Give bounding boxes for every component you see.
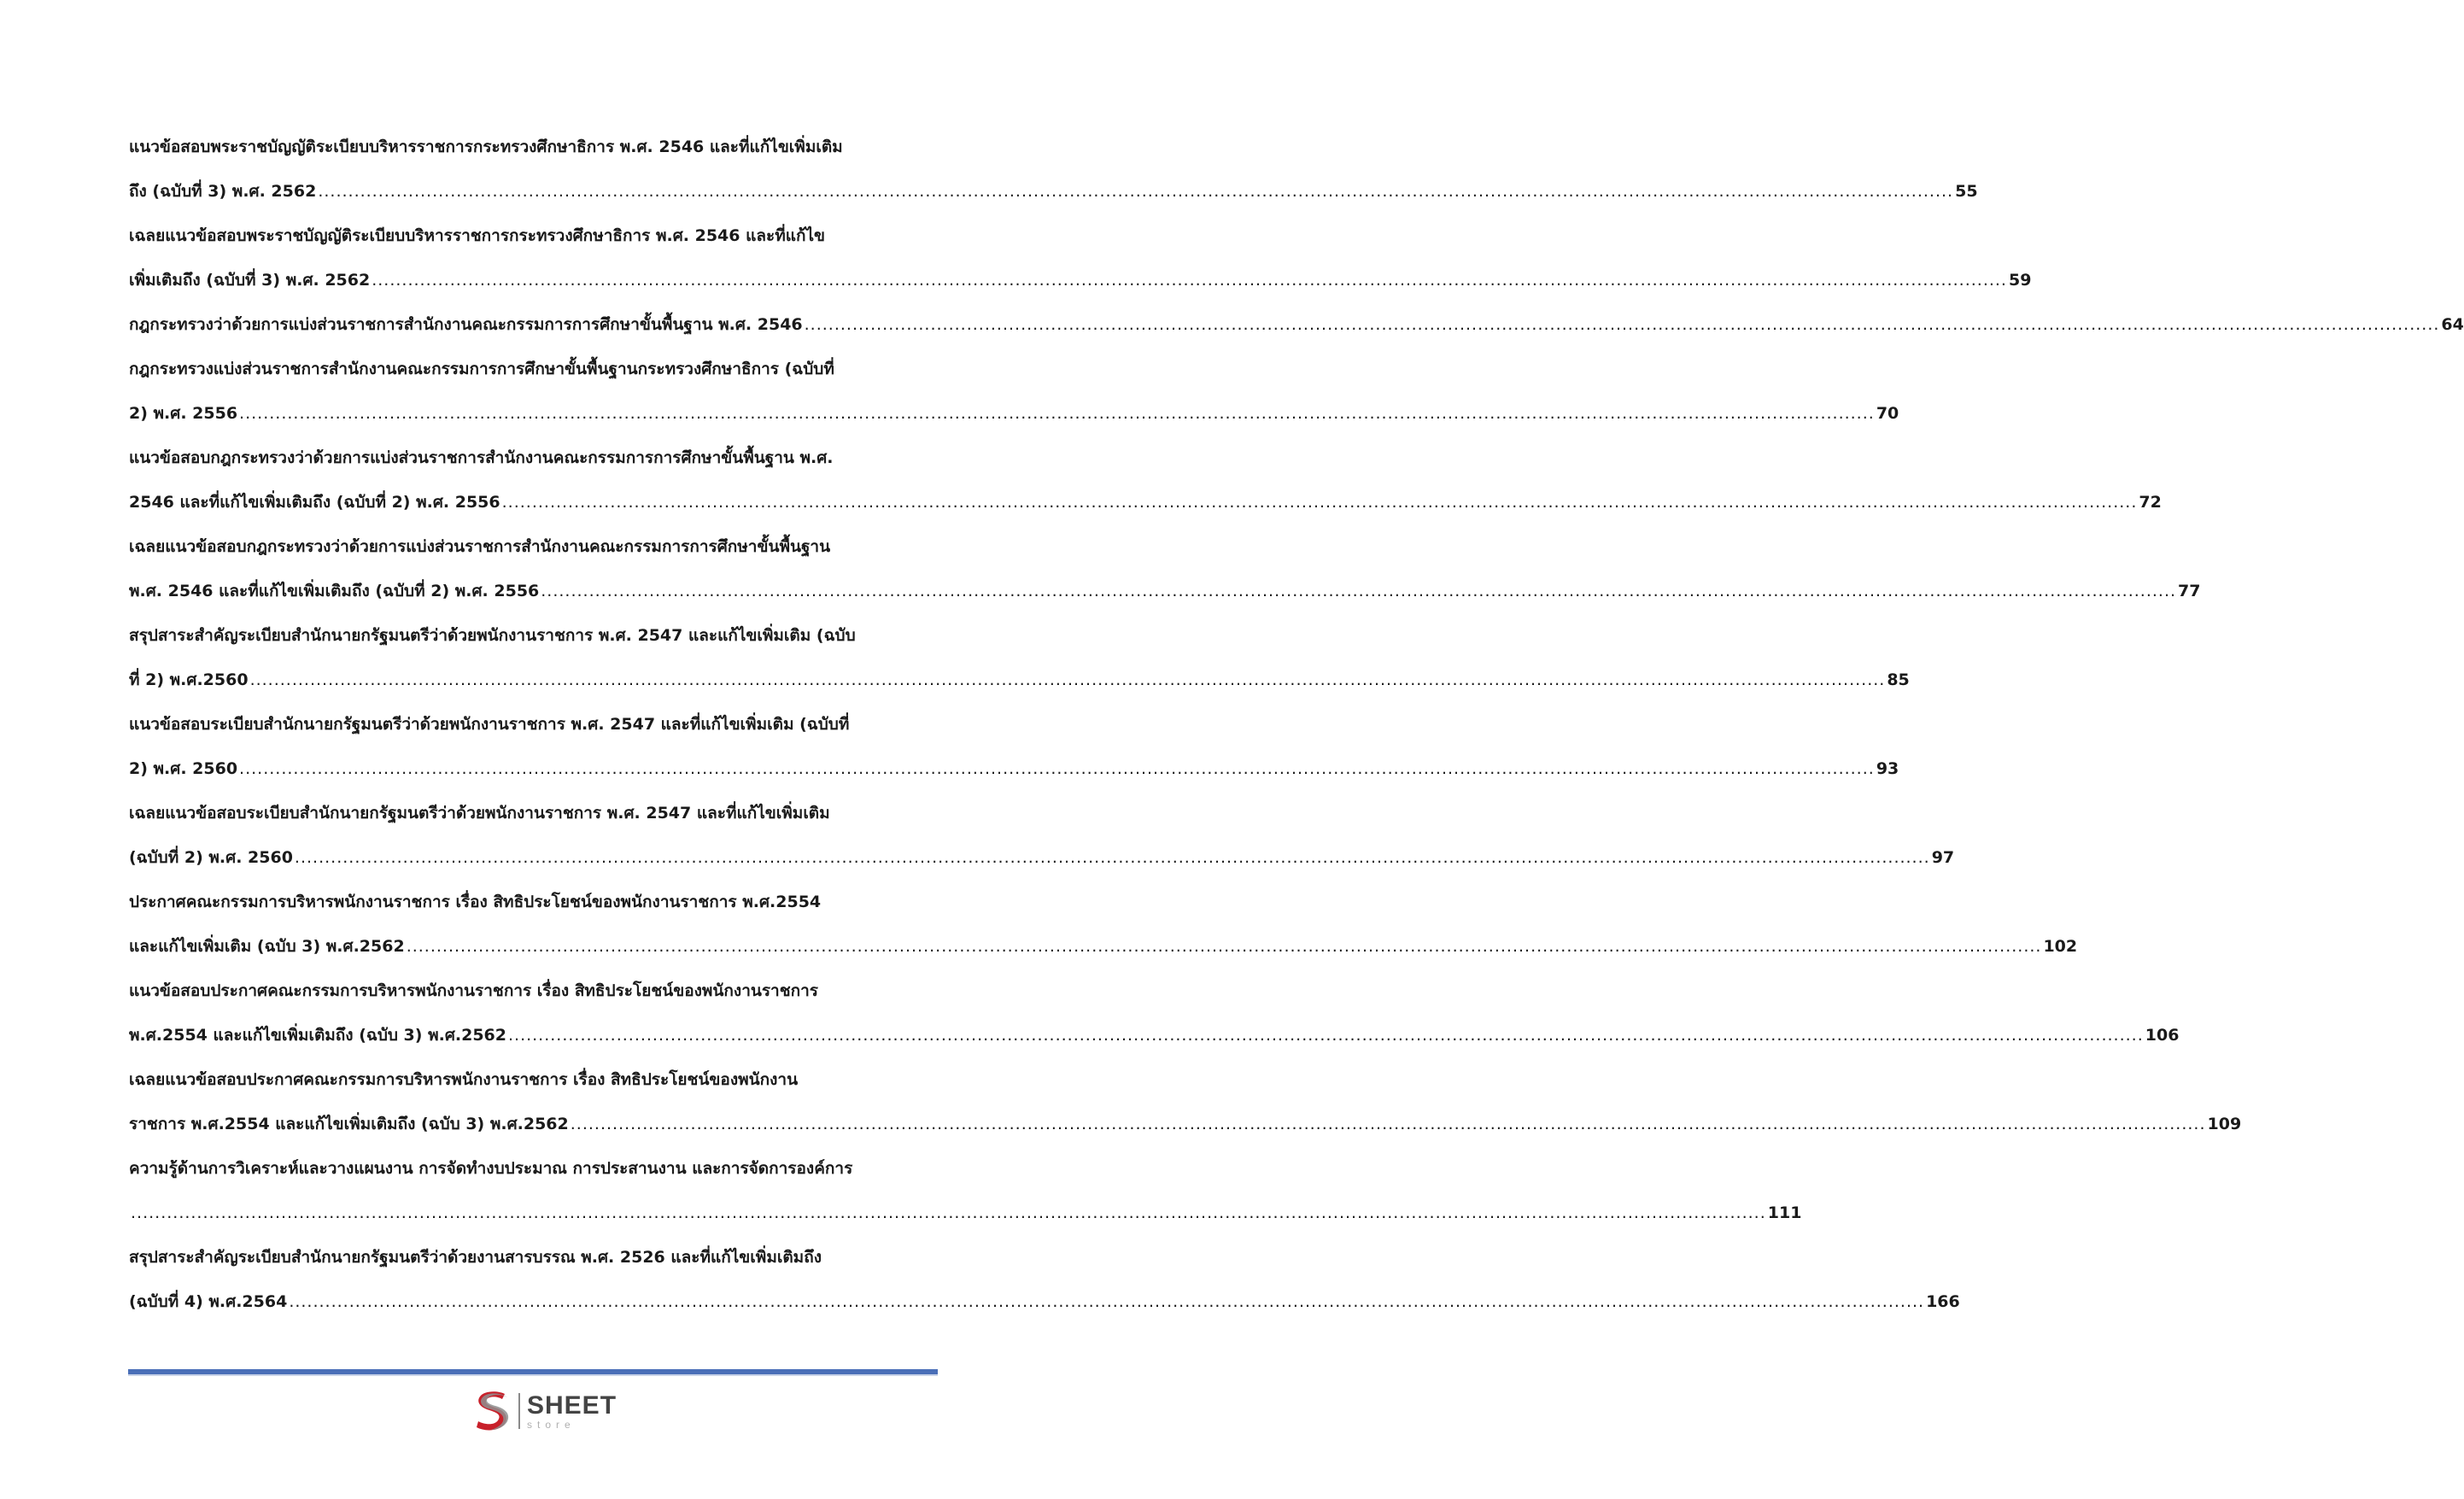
toc-entry-title-continued: และแก้ไขเพิ่มเติม (ฉบับ 3) พ.ศ.2562 [129, 937, 405, 956]
toc-page-number: 55 [1955, 182, 1978, 201]
toc-entry[interactable] [129, 969, 2180, 1057]
toc-entry-title-line: กฎกระทรวงแบ่งส่วนราชการสำนักงานคณะกรรมการการศึกษาขั้นพื้นฐานกระทรวงศึกษาธิการ (ฉบับที่ [129, 360, 834, 378]
sheet-store-logo [472, 1387, 617, 1435]
dot-leader [250, 658, 1886, 702]
toc-entry-title-line: สรุปสาระสำคัญระเบียบสำนักนายกรัฐมนตรีว่าด้วยงานสารบรรณ พ.ศ. 2526 และที่แก้ไขเพิ่มเติมถึง [129, 1248, 822, 1267]
toc-page-number: 70 [1876, 404, 1899, 423]
toc-page-number: 102 [2043, 937, 2078, 956]
logo-brand-sub: store [527, 1418, 576, 1431]
toc-entry-leader-line [129, 169, 1978, 214]
toc-entry-title-line: เฉลยแนวข้อสอบระเบียบสำนักนายกรัฐมนตรีว่าด้วยพนักงานราชการ พ.ศ. 2547 และที่แก้ไขเพิ่มเติม [129, 804, 830, 823]
toc-entry-title-continued: เพิ่มเติมถึง (ฉบับที่ 3) พ.ศ. 2562 [129, 271, 371, 290]
dot-leader [289, 1279, 1924, 1324]
toc-entry-title-line: แนวข้อสอบประกาศคณะกรรมการบริหารพนักงานราชการ เรื่อง สิทธิประโยชน์ของพนักงานราชการ [129, 981, 818, 1000]
toc-entry-leader-line [129, 391, 1899, 436]
toc-entry[interactable] [129, 436, 2162, 524]
toc-page-number: 166 [1926, 1292, 1960, 1311]
dot-leader [508, 1013, 2144, 1057]
toc-entry-title-continued: ถึง (ฉบับที่ 3) พ.ศ. 2562 [129, 182, 317, 201]
table-of-contents [129, 125, 2464, 1324]
toc-entry-leader-line [129, 1102, 2242, 1146]
toc-entry-title-continued: (ฉบับที่ 2) พ.ศ. 2560 [129, 848, 293, 867]
toc-entry-title-continued: พ.ศ.2554 และแก้ไขเพิ่มเติมถึง (ฉบับ 3) พ.ศ.2562 [129, 1026, 506, 1045]
toc-entry-title-line: แนวข้อสอบพระราชบัญญัติระเบียบบริหารราชการกระทรวงศึกษาธิการ พ.ศ. 2546 และที่แก้ไขเพิ่มเติม [129, 138, 843, 156]
toc-entry[interactable] [129, 214, 2032, 302]
dot-leader [407, 924, 2042, 969]
toc-entry-leader-line [129, 1279, 1960, 1324]
toc-entry-leader-line [129, 658, 1910, 702]
toc-entry[interactable] [129, 524, 2201, 613]
toc-page-number: 77 [2178, 582, 2201, 600]
toc-page-number: 97 [1931, 848, 1955, 867]
toc-entry-leader-line [129, 258, 2032, 302]
dot-leader [805, 302, 2440, 347]
toc-entry-leader-line [129, 747, 1899, 791]
toc-entry-title-line: เฉลยแนวข้อสอบประกาศคณะกรรมการบริหารพนักงานราชการ เรื่อง สิทธิประโยชน์ของพนักงาน [129, 1070, 799, 1089]
toc-page-number: 59 [2008, 271, 2032, 290]
toc-entry[interactable] [129, 880, 2078, 969]
toc-entry-title-continued: พ.ศ. 2546 และที่แก้ไขเพิ่มเติมถึง (ฉบับที่ 2) พ.ศ. 2556 [129, 582, 540, 600]
toc-entry-title-line: เฉลยแนวข้อสอบพระราชบัญญัติระเบียบบริหารราชการกระทรวงศึกษาธิการ พ.ศ. 2546 และที่แก้ไข [129, 226, 826, 245]
toc-entry-title-continued: 2) พ.ศ. 2560 [129, 759, 238, 778]
sheet-store-s-logo-icon [472, 1389, 513, 1433]
toc-entry-leader-line [129, 835, 1955, 880]
toc-page-number: 72 [2139, 493, 2162, 512]
toc-entry-title-line: แนวข้อสอบระเบียบสำนักนายกรัฐมนตรีว่าด้วยพนักงานราชการ พ.ศ. 2547 และที่แก้ไขเพิ่มเติม (ฉบับที่ [129, 715, 850, 734]
toc-entry[interactable] [129, 702, 1899, 791]
toc-page-number: 64 [2441, 315, 2464, 334]
dot-leader [318, 169, 1953, 214]
toc-entry-title-continued: 2) พ.ศ. 2556 [129, 404, 238, 423]
toc-entry[interactable] [129, 1057, 2242, 1146]
dot-leader [372, 258, 2007, 302]
toc-entry-title-line: ประกาศคณะกรรมการบริหารพนักงานราชการ เรื่อง สิทธิประโยชน์ของพนักงานราชการ พ.ศ.2554 [129, 893, 822, 911]
toc-entry[interactable] [129, 613, 1910, 702]
dot-leader [131, 1191, 1766, 1235]
toc-entry-leader-line [129, 480, 2162, 524]
toc-entry-leader-line [129, 1013, 2180, 1057]
toc-entry-title-continued: 2546 และที่แก้ไขเพิ่มเติมถึง (ฉบับที่ 2) พ.ศ. 2556 [129, 493, 500, 512]
dot-leader [541, 569, 2176, 613]
toc-entry-title-continued: (ฉบับที่ 4) พ.ศ.2564 [129, 1292, 288, 1311]
logo-text [527, 1393, 617, 1430]
logo-brand-name: SHEET [527, 1391, 617, 1420]
toc-page-number: 109 [2207, 1115, 2242, 1133]
toc-entry[interactable] [129, 1235, 1960, 1324]
toc-entry-leader-line [129, 1191, 1802, 1235]
toc-entry-title-line: ความรู้ด้านการวิเคราะห์และวางแผนงาน การจัดทำงบประมาณ การประสานงาน และการจัดการองค์การ [129, 1159, 853, 1178]
toc-entry-title-line: สรุปสาระสำคัญระเบียบสำนักนายกรัฐมนตรีว่าด้วยพนักงานราชการ พ.ศ. 2547 และแก้ไขเพิ่มเติม (ฉบับ [129, 626, 856, 645]
dot-leader [571, 1102, 2206, 1146]
toc-page-number: 106 [2145, 1026, 2180, 1045]
logo-divider [518, 1393, 520, 1429]
toc-entry-leader-line [129, 302, 2464, 347]
toc-entry-leader-line [129, 924, 2078, 969]
toc-page-number: 93 [1876, 759, 1899, 778]
toc-entry-title-continued: ที่ 2) พ.ศ.2560 [129, 670, 249, 689]
footer-divider-shadow [128, 1374, 938, 1376]
toc-entry-leader-line [129, 569, 2201, 613]
dot-leader [239, 391, 1875, 436]
toc-entry[interactable] [129, 347, 1899, 436]
dot-leader [502, 480, 2138, 524]
toc-entry-title-line: เฉลยแนวข้อสอบกฎกระทรวงว่าด้วยการแบ่งส่วนราชการสำนักงานคณะกรรมการการศึกษาขั้นพื้นฐาน [129, 537, 831, 556]
toc-entry[interactable] [129, 302, 2464, 347]
toc-entry[interactable] [129, 791, 1955, 880]
toc-entry-title: กฎกระทรวงว่าด้วยการแบ่งส่วนราชการสำนักงานคณะกรรมการการศึกษาขั้นพื้นฐาน พ.ศ. 2546 [129, 315, 803, 334]
toc-entry-title-line: แนวข้อสอบกฎกระทรวงว่าด้วยการแบ่งส่วนราชการสำนักงานคณะกรรมการการศึกษาขั้นพื้นฐาน พ.ศ. [129, 448, 834, 467]
toc-page-number: 85 [1887, 670, 1910, 689]
toc-entry[interactable] [129, 1146, 1802, 1235]
toc-entry-title-continued: ราชการ พ.ศ.2554 และแก้ไขเพิ่มเติมถึง (ฉบับ 3) พ.ศ.2562 [129, 1115, 569, 1133]
dot-leader [239, 747, 1875, 791]
dot-leader [295, 835, 1930, 880]
toc-page-number: 111 [1767, 1203, 1802, 1222]
toc-entry[interactable] [129, 125, 1978, 214]
